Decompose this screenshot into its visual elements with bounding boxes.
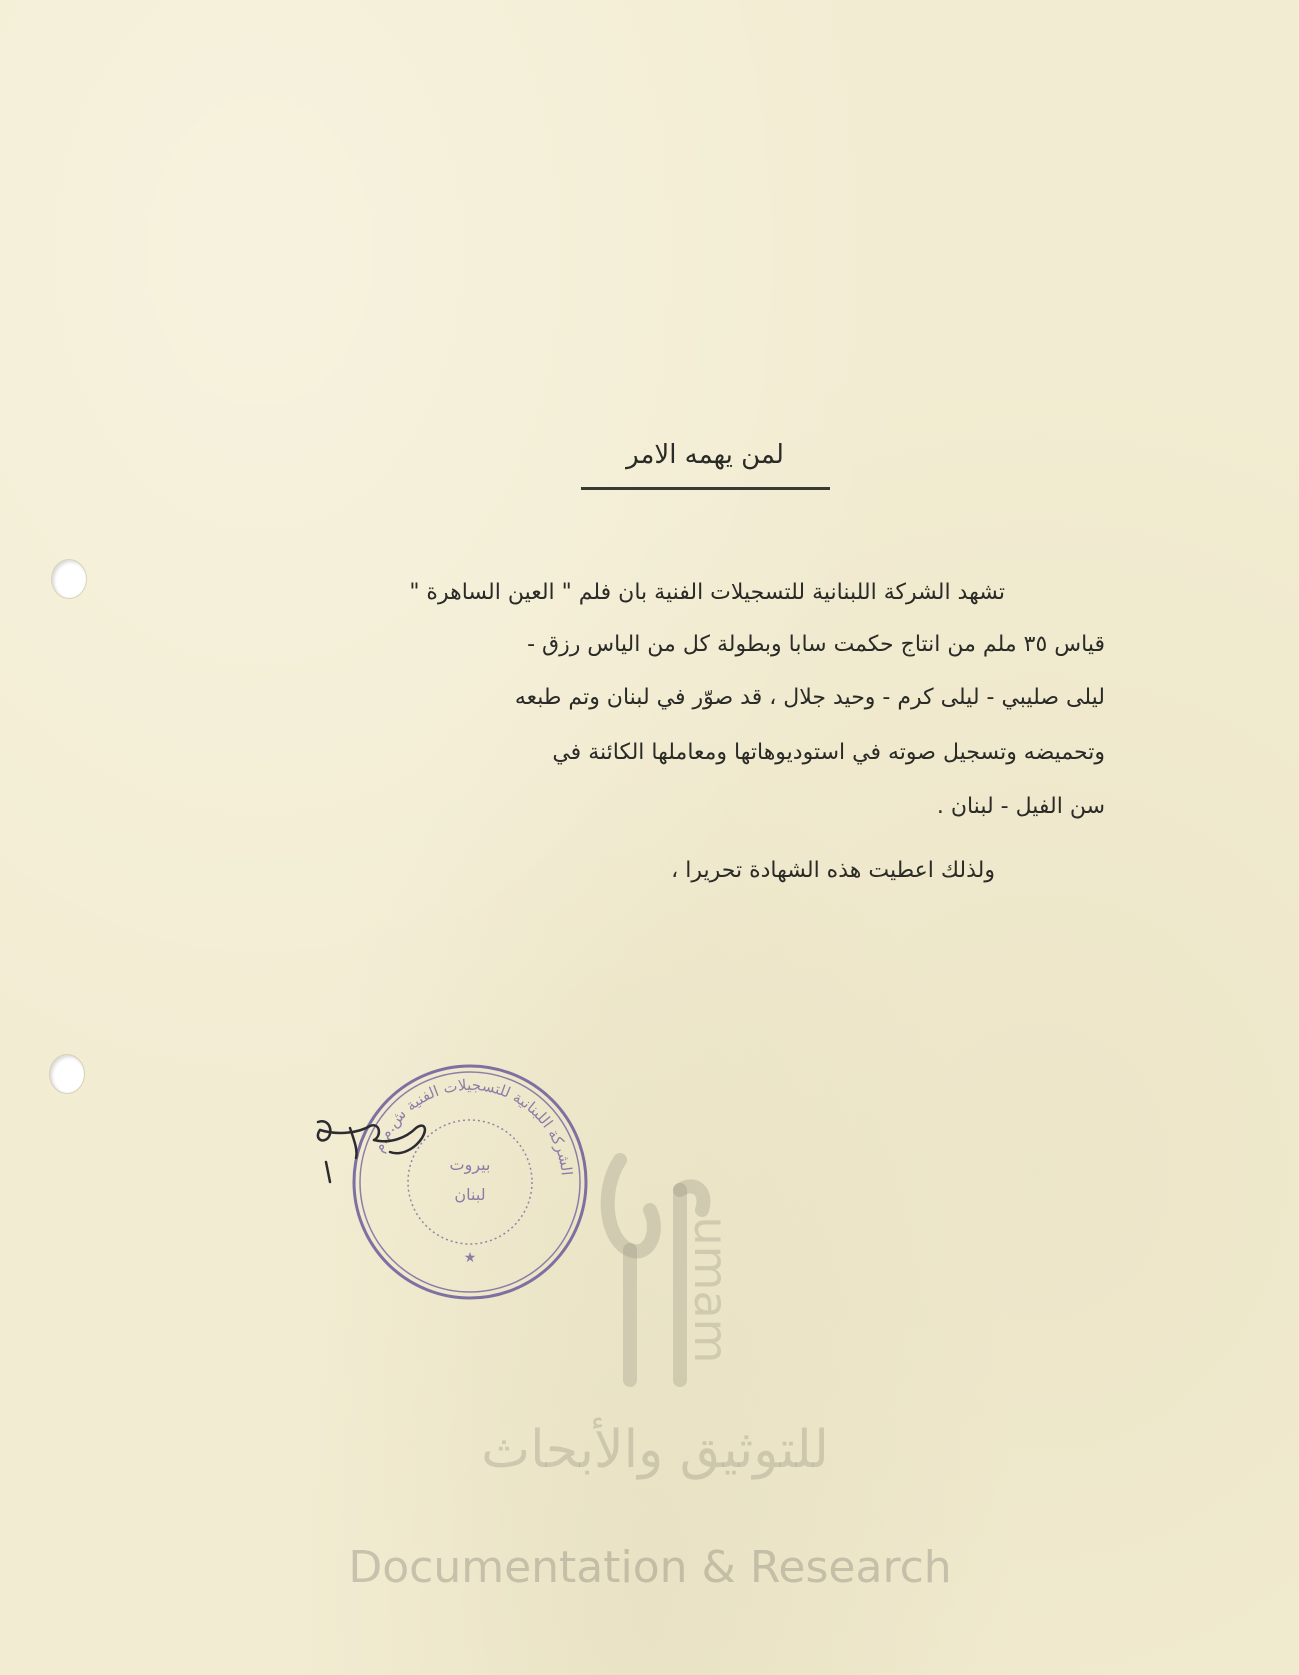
umam-logo-text: umam — [684, 1216, 738, 1364]
stamp-center-country: لبنان — [454, 1185, 486, 1204]
stamp-ring-text: الشركة اللبنانية للتسجيلات الفنية ش.م.م — [369, 1075, 576, 1177]
punch-hole-bottom — [50, 1055, 84, 1093]
punch-hole-top — [52, 560, 86, 598]
document-heading: لمن يهمه الامر — [626, 440, 784, 470]
closing-line: ولذلك اعطيت هذه الشهادة تحريرا ، — [671, 858, 995, 883]
stamp-center-city: بيروت — [449, 1155, 491, 1174]
watermark-arabic: للتوثيق والأبحاث — [481, 1420, 829, 1480]
body-line-5: سن الفيل - لبنان . — [936, 794, 1105, 819]
body-line-2: قياس ٣٥ ملم من انتاج حكمت سابا وبطولة كل من الياس رزق - — [527, 632, 1105, 657]
body-line-1: تشهد الشركة اللبنانية للتسجيلات الفنية بان فلم " العين الساهرة " — [409, 580, 1005, 605]
heading-underline — [581, 487, 830, 490]
umam-watermark-logo — [590, 1130, 738, 1410]
body-line-4: وتحميضه وتسجيل صوته في استوديوهاتها ومعاملها الكائنة في — [552, 740, 1105, 765]
body-line-3: ليلى صليبي - ليلى كرم - وحيد جلال ، قد صوّر في لبنان وتم طبعه — [514, 685, 1105, 710]
watermark-english: Documentation & Research — [348, 1542, 952, 1593]
handwritten-signature — [310, 1100, 440, 1190]
stamp-star-icon: ★ — [463, 1250, 477, 1266]
